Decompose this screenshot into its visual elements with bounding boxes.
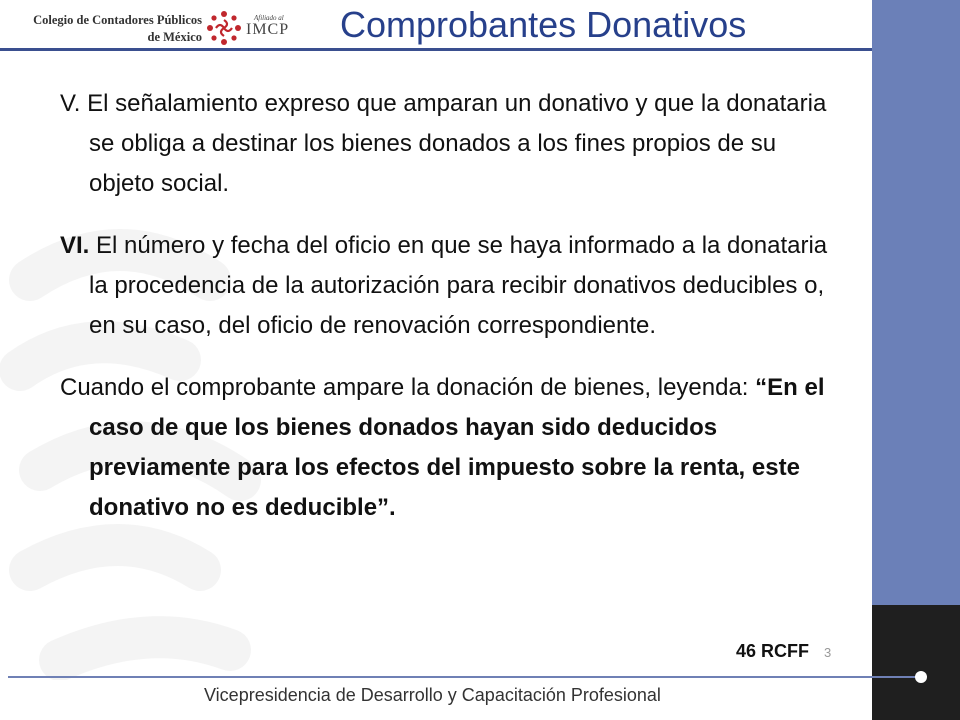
paragraph-vi xyxy=(60,226,836,346)
footer-divider-dot xyxy=(915,671,927,683)
footer-text: Vicepresidencia de Desarrollo y Capacitación Profesional xyxy=(204,685,661,705)
logo-line-1: Colegio de Contadores Públicos xyxy=(33,13,202,27)
footer-divider xyxy=(8,676,924,678)
logo-text xyxy=(12,12,202,46)
slide-title: Comprobantes Donativos xyxy=(340,4,747,45)
organization-logo xyxy=(6,8,336,48)
paragraph-vi-numeral: VI. xyxy=(60,232,90,259)
title-underline xyxy=(0,48,872,51)
page-number: 3 xyxy=(824,645,832,660)
legend-intro: Cuando el comprobante ampare la donación de bienes, leyenda: xyxy=(60,374,756,401)
slide-body xyxy=(60,84,836,550)
logo-line-2: de México xyxy=(147,30,202,44)
legal-reference: 46 RCFF xyxy=(736,641,810,661)
paragraph-vi-text: El número y fecha del oficio en que se haya informado a la donataria la procedencia de la autorización para recibir donativos deducibles o, en su caso, del oficio de renovación correspondiente. xyxy=(89,232,828,339)
affiliate-org: IMCP xyxy=(246,21,290,38)
affiliate-badge xyxy=(246,14,289,38)
sidebar-accent-dark xyxy=(872,605,960,720)
paragraph-v: V. El señalamiento expreso que amparan un donativo y que la donataria se obliga a destinar los bienes donados a los fines propios de su objeto social. xyxy=(60,90,827,197)
affiliate-label: Afiliado al xyxy=(254,14,284,22)
legend-quote: “En el caso de que los bienes donados hayan sido deducidos previamente para los efectos del impuesto sobre la renta, este donativo no es deducible”. xyxy=(89,374,825,521)
sidebar-accent-blue xyxy=(872,0,960,605)
paragraph-legend xyxy=(60,368,836,528)
ccpm-emblem-logo-icon xyxy=(206,10,242,46)
